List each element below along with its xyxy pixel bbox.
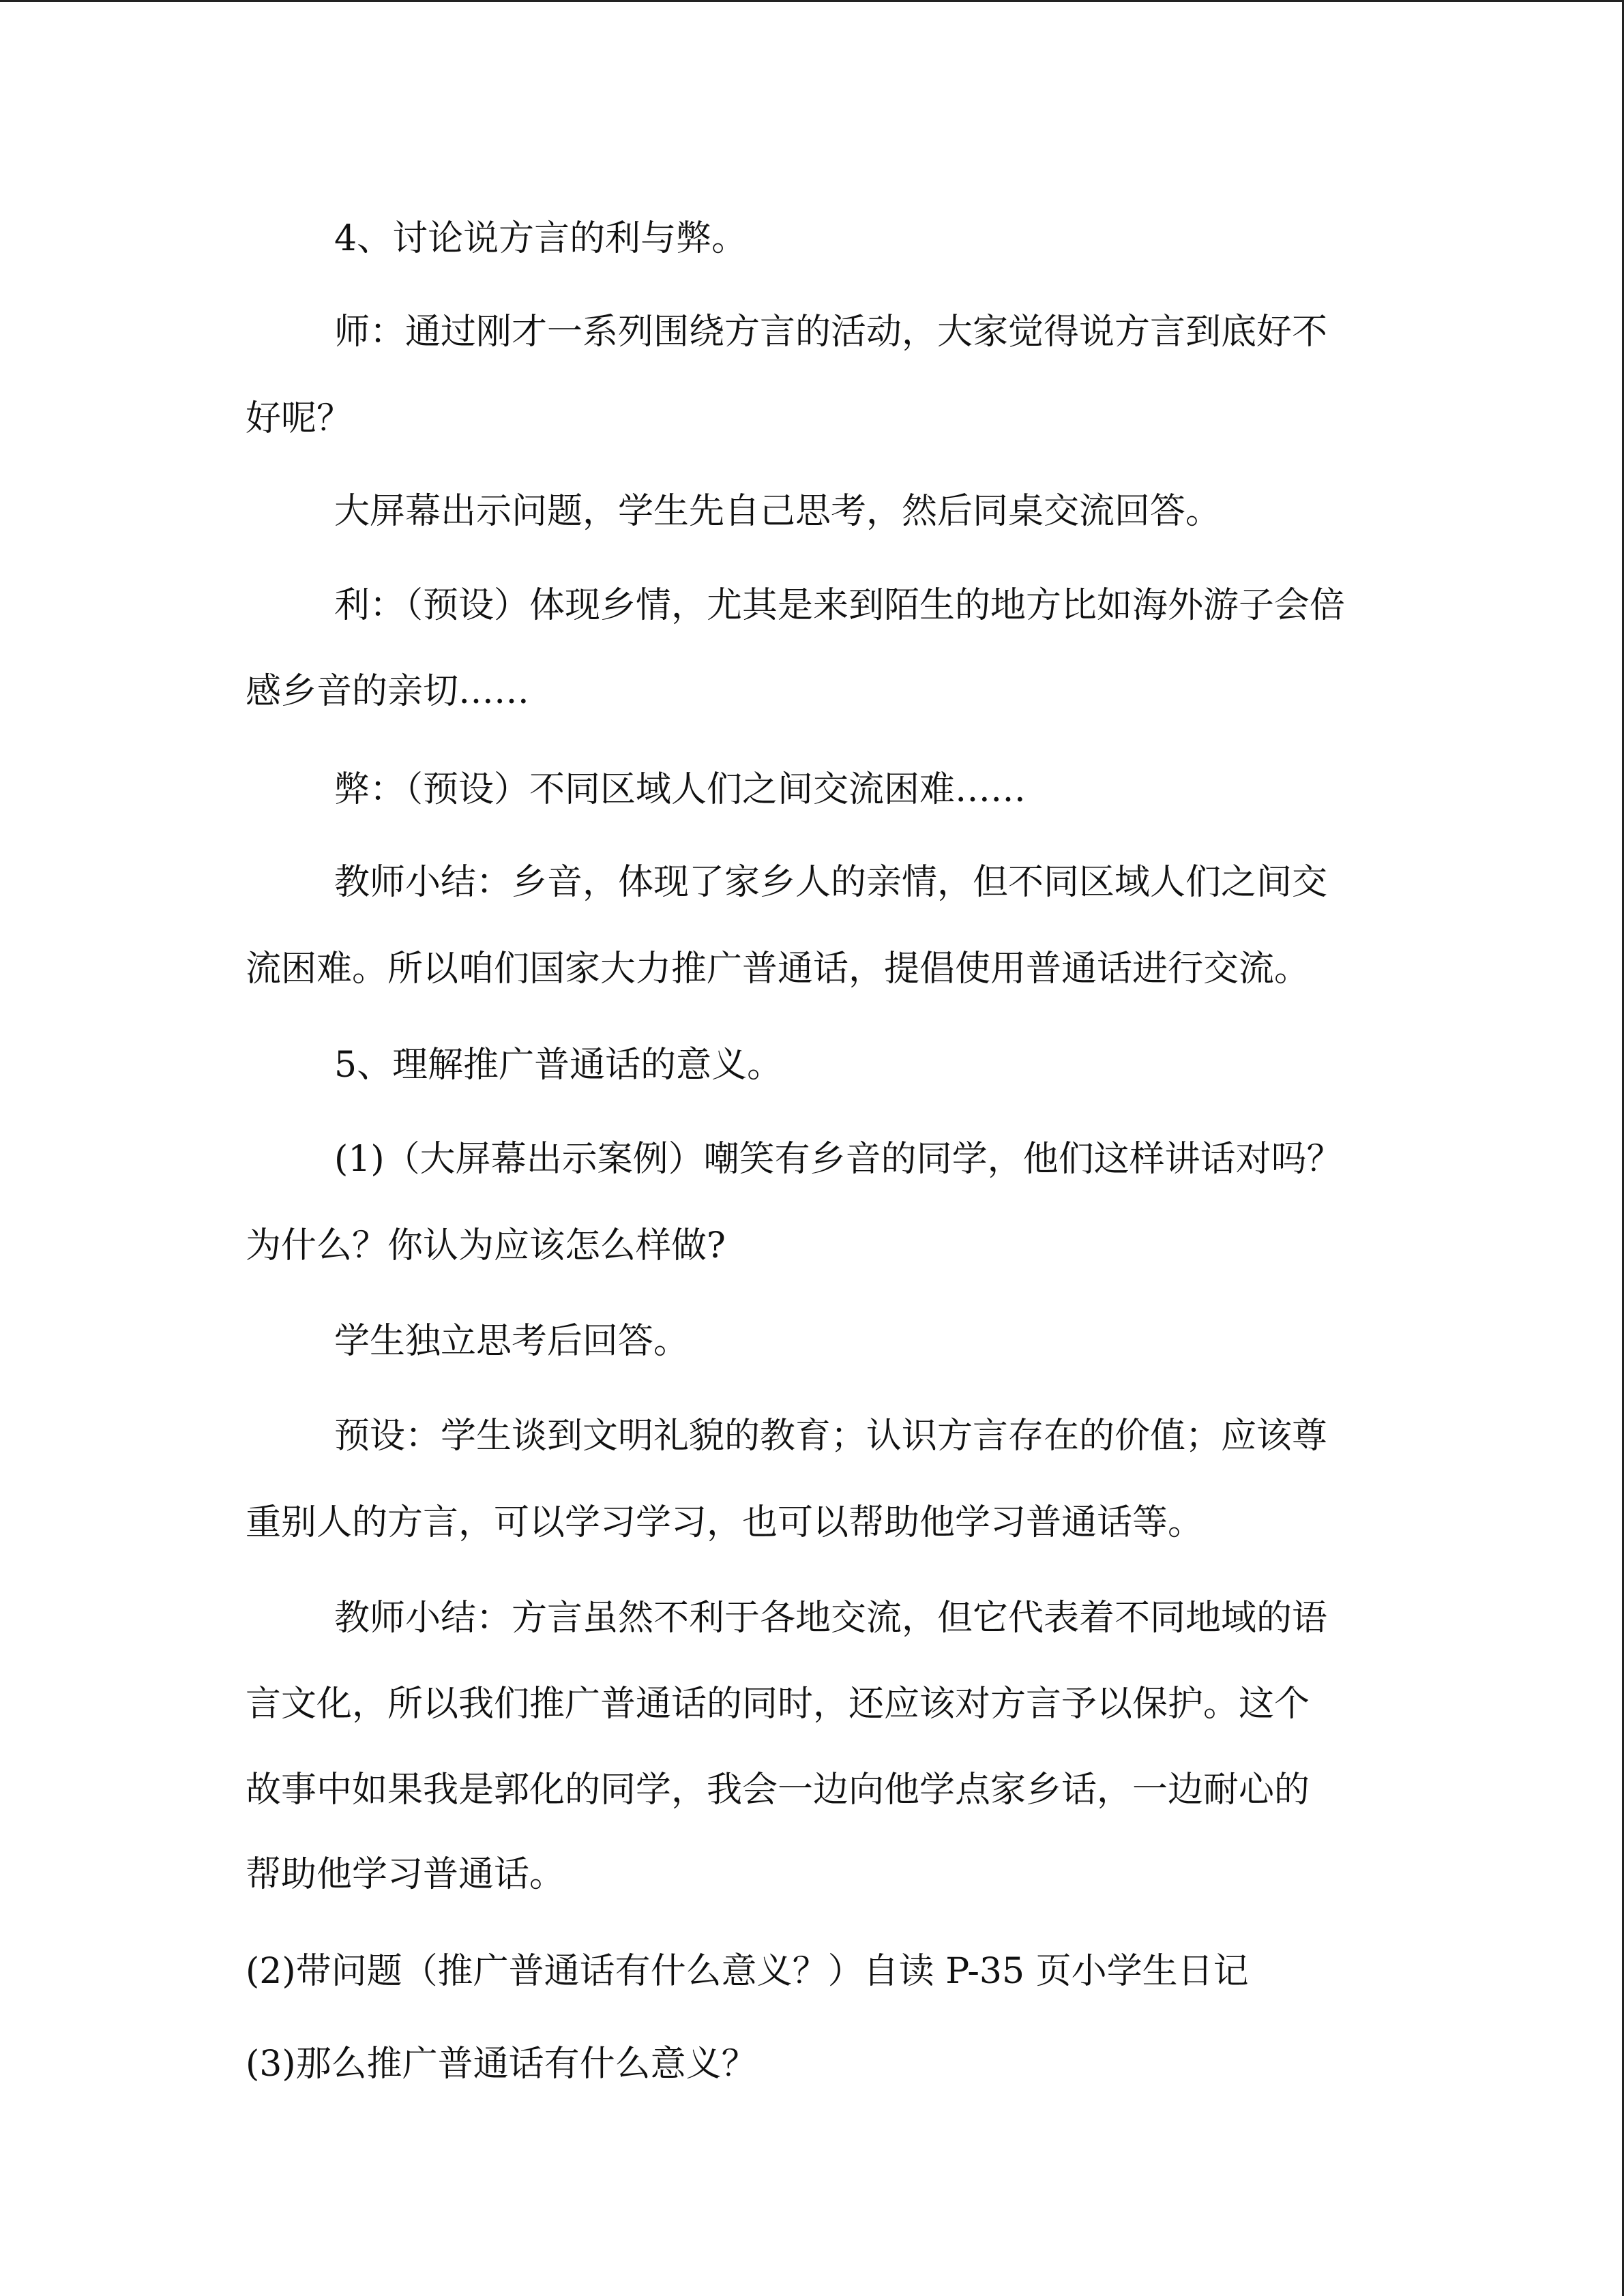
paragraph-line: (1)（大屏幕出示案例）嘲笑有乡音的同学，他们这样讲话对吗？ — [334, 1139, 1342, 1180]
paragraph-line: 教师小结：乡音，体现了家乡人的亲情，但不同区域人们之间交 — [334, 862, 1328, 903]
paragraph-line: 教师小结：方言虽然不利于各地交流，但它代表着不同地域的语 — [334, 1598, 1328, 1639]
paragraph-line: 4、讨论说方言的利与弊。 — [334, 218, 748, 259]
paragraph-line: 故事中如果我是郭化的同学，我会一边向他学点家乡话，一边耐心的 — [246, 1770, 1310, 1810]
paragraph-line: 利：（预设）体现乡情，尤其是来到陌生的地方比如海外游子会倍 — [334, 585, 1346, 626]
paragraph-line: 5、理解推广普通话的意义。 — [334, 1045, 783, 1086]
paragraph-line: 为什么？你认为应该怎么样做? — [246, 1225, 726, 1266]
paragraph-line: (3)那么推广普通话有什么意义？ — [246, 2044, 757, 2085]
paragraph-line: 师：通过刚才一系列围绕方言的活动，大家觉得说方言到底好不 — [334, 312, 1328, 353]
paragraph-line: 弊：（预设）不同区域人们之间交流困难…… — [334, 769, 1027, 810]
paragraph-line: 好呢？ — [246, 398, 353, 439]
paragraph-line: 大屏幕出示问题，学生先自己思考，然后同桌交流回答。 — [334, 491, 1222, 532]
paragraph-line: (2)带问题（推广普通话有什么意义？）自读 P-35 页小学生日记 — [246, 1951, 1249, 1992]
paragraph-line: 学生独立思考后回答。 — [334, 1321, 690, 1362]
paragraph-line: 流困难。所以咱们国家大力推广普通话，提倡使用普通话进行交流。 — [246, 949, 1310, 989]
paragraph-line: 感乡音的亲切…… — [246, 671, 530, 712]
paragraph-line: 帮助他学习普通话。 — [246, 1854, 565, 1895]
paragraph-line: 重别人的方言，可以学习学习，也可以帮助他学习普通话等。 — [246, 1502, 1204, 1543]
paragraph-line: 言文化，所以我们推广普通话的同时，还应该对方言予以保护。这个 — [246, 1684, 1310, 1725]
page-border-top — [0, 0, 1624, 2]
paragraph-line: 预设：学生谈到文明礼貌的教育；认识方言存在的价值；应该尊 — [334, 1416, 1328, 1457]
